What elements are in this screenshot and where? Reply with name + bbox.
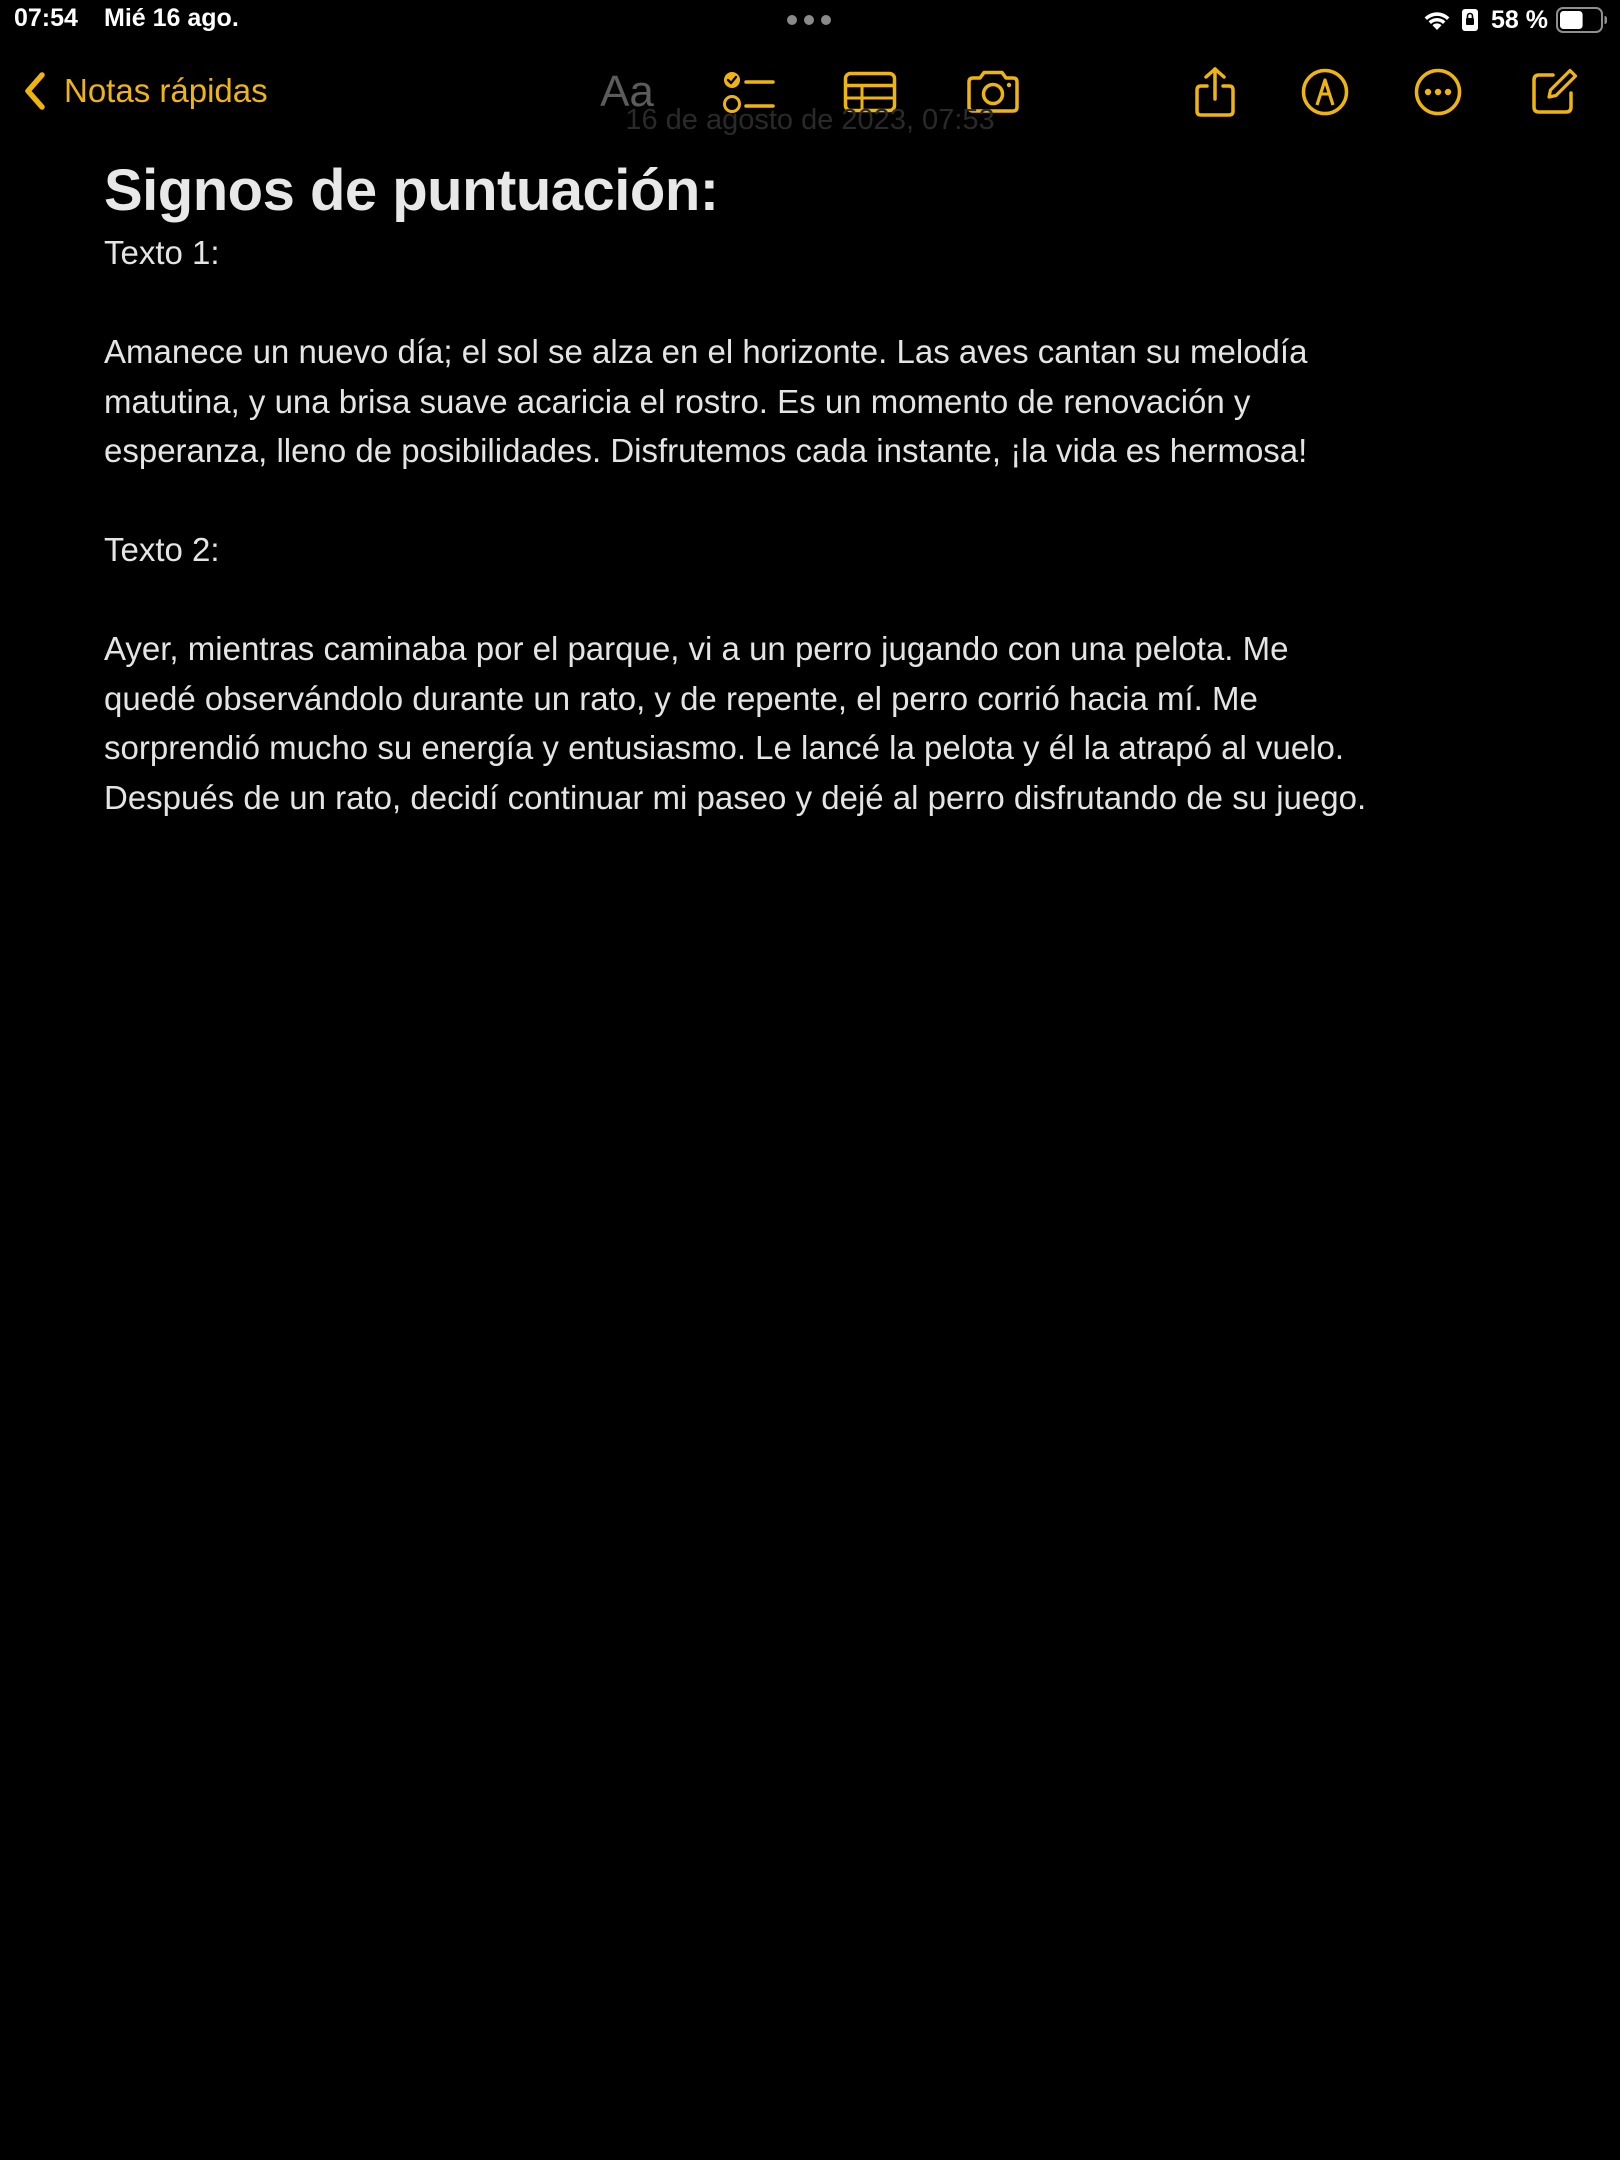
text2-line: Ayer, mientras caminaba por el parque, vi a un perro jugando con una pelota. Me <box>104 630 1289 667</box>
note-title: Signos de puntuación: <box>104 158 719 223</box>
status-time: 07:54 <box>14 4 78 32</box>
battery-percent: 58 % <box>1491 5 1548 34</box>
text1-line: Amanece un nuevo día; el sol se alza en el horizonte. Las aves cantan su melodía <box>104 333 1308 370</box>
text1-line: esperanza, lleno de posibilidades. Disfrutemos cada instante, ¡la vida es hermosa! <box>104 432 1308 469</box>
text1-line: matutina, y una brisa suave acaricia el rostro. Es un momento de renovación y <box>104 382 1251 420</box>
status-date: Mié 16 ago. <box>104 4 239 32</box>
orientation-lock-icon <box>1461 8 1479 32</box>
wifi-icon <box>1421 8 1453 32</box>
blank-line <box>104 575 1544 625</box>
text2-label: Texto 2: <box>104 531 220 568</box>
note-editor[interactable] <box>104 154 1544 822</box>
back-button-label: Notas rápidas <box>64 72 268 109</box>
text2-line: sorprendió mucho su energía y entusiasmo. Le lancé la pelota y él la atrapó al vuelo. <box>104 729 1345 766</box>
text1-label: Texto 1: <box>104 234 220 271</box>
blank-line <box>104 278 1544 328</box>
multitasking-menu-icon[interactable] <box>787 14 831 26</box>
format-icon: Aa <box>600 67 654 116</box>
blank-line <box>104 476 1544 526</box>
status-indicators <box>1421 4 1608 36</box>
status-bar <box>0 0 1620 40</box>
text2-line: quedé observándolo durante un rato, y de repente, el perro corrió hacia mí. Me <box>104 679 1258 717</box>
note-date-header: 16 de agosto de 2023, 07:53 <box>625 104 995 136</box>
battery-icon <box>1556 7 1608 33</box>
text2-line: Después de un rato, decidí continuar mi paseo y dejé al perro disfrutando de su juego. <box>104 778 1367 816</box>
